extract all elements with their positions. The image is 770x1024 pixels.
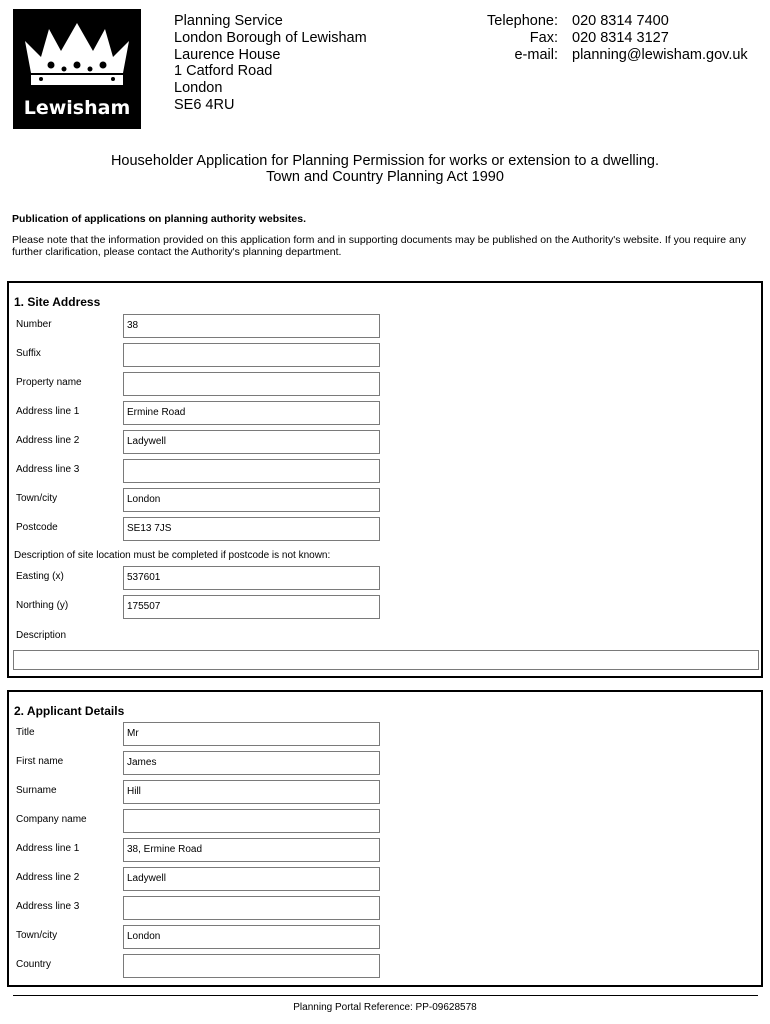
fax-value: 020 8314 3127 — [572, 29, 669, 46]
site-number-field[interactable]: 38 — [123, 314, 380, 338]
field-label: Company name — [16, 814, 87, 825]
address-line: London Borough of Lewisham — [174, 29, 367, 46]
address-line: SE6 4RU — [174, 96, 235, 113]
description-field[interactable] — [13, 650, 759, 670]
applicant-address-line2-field[interactable]: Ladywell — [123, 867, 380, 891]
field-label: Address line 3 — [16, 901, 80, 912]
applicant-details-section — [7, 690, 763, 987]
site-suffix-field[interactable] — [123, 343, 380, 367]
field-label: Address line 3 — [16, 464, 80, 475]
applicant-address-line3-field[interactable] — [123, 896, 380, 920]
applicant-address-line1-field[interactable]: 38, Ermine Road — [123, 838, 380, 862]
field-label: Title — [16, 727, 35, 738]
telephone-value: 020 8314 7400 — [572, 13, 669, 29]
field-label: Address line 1 — [16, 843, 80, 854]
form-title — [0, 153, 770, 185]
field-label: Postcode — [16, 522, 58, 533]
applicant-country-field[interactable] — [123, 954, 380, 978]
applicant-surname-field[interactable]: Hill — [123, 780, 380, 804]
section-title: 2. Applicant Details — [14, 704, 125, 718]
section-title: 1. Site Address — [14, 295, 101, 309]
fax-row — [470, 30, 748, 47]
email-row — [470, 47, 748, 64]
publication-heading: Publication of applications on planning authority websites. — [12, 213, 307, 225]
field-label: Property name — [16, 377, 82, 388]
site-postcode-field[interactable]: SE13 7JS — [123, 517, 380, 541]
applicant-company-field[interactable] — [123, 809, 380, 833]
contact-details — [470, 13, 748, 63]
address-line: 1 Catford Road — [174, 63, 273, 80]
field-label: Town/city — [16, 493, 58, 504]
footer-divider — [13, 995, 758, 996]
applicant-title-field[interactable]: Mr — [123, 722, 380, 746]
site-property-name-field[interactable] — [123, 372, 380, 396]
telephone-label: Telephone: — [487, 13, 558, 29]
address-line: Laurence House — [174, 46, 281, 63]
email-link[interactable]: planning@lewisham.gov.uk — [572, 46, 748, 63]
easting-field[interactable]: 537601 — [123, 566, 380, 590]
field-label: Address line 1 — [16, 406, 80, 417]
field-label: Address line 2 — [16, 872, 80, 883]
field-label: Surname — [16, 785, 57, 796]
site-town-field[interactable]: London — [123, 488, 380, 512]
site-address-section — [7, 281, 763, 678]
field-label: Suffix — [16, 348, 41, 359]
crown-icon — [21, 19, 133, 91]
address-line: London — [174, 80, 223, 97]
form-title-line1: Householder Application for Planning Permission for works or extension to a dwelling. — [110, 153, 660, 169]
fax-label: Fax: — [529, 29, 558, 46]
field-label: Easting (x) — [16, 571, 64, 582]
logo-text: Lewisham — [23, 97, 131, 119]
address-line: Planning Service — [174, 13, 283, 29]
field-label: Town/city — [16, 930, 58, 941]
portal-reference: Planning Portal Reference: PP-09628578 — [293, 1002, 477, 1013]
applicant-town-field[interactable]: London — [123, 925, 380, 949]
field-label: Northing (y) — [16, 600, 69, 611]
field-label: First name — [16, 756, 64, 767]
description-label: Description — [16, 630, 67, 641]
field-label: Number — [16, 319, 52, 330]
office-address — [174, 13, 367, 114]
site-address-line3-field[interactable] — [123, 459, 380, 483]
site-address-line1-field[interactable]: Ermine Road — [123, 401, 380, 425]
field-label: Address line 2 — [16, 435, 80, 446]
publication-body: Please note that the information provided on this application form and in supporting documents may be published on the Authority's website. If you require any further clarification, please contact the Authority's planning department. — [12, 234, 746, 258]
form-title-line2: Town and Country Planning Act 1990 — [266, 169, 504, 185]
lewisham-logo — [13, 9, 141, 129]
email-label: e-mail: — [514, 46, 558, 63]
northing-field[interactable]: 175507 — [123, 595, 380, 619]
telephone-row — [470, 13, 748, 30]
field-label: Country — [16, 959, 52, 970]
applicant-first-name-field[interactable]: James — [123, 751, 380, 775]
site-address-line2-field[interactable]: Ladywell — [123, 430, 380, 454]
location-note: Description of site location must be completed if postcode is not known: — [14, 550, 331, 561]
